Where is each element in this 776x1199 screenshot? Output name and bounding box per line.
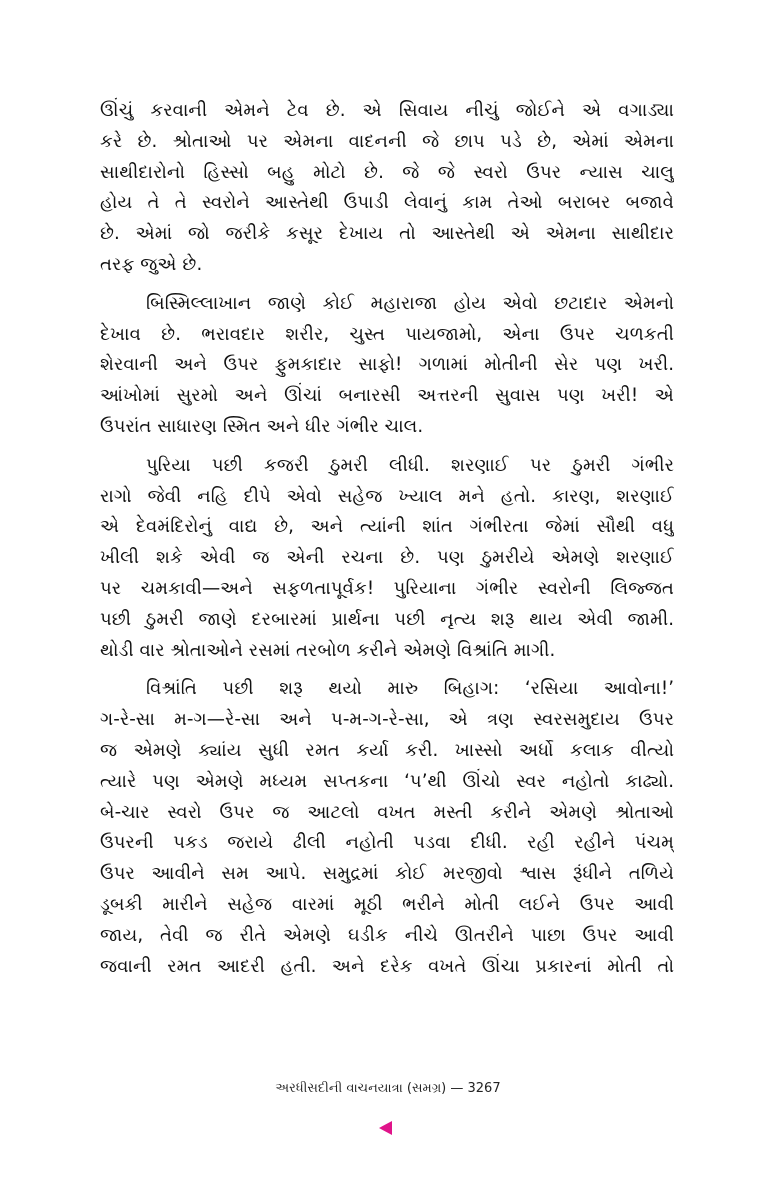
text-line: હોય તે તે સ્વરોને આસ્તેથી ઉપાડી લેવાનું કામ તેઓ બરાબર બજાવે <box>100 192 674 214</box>
text-line: સાથીદારોનો હિસ્સો બહુ મોટો છે. જે જે સ્વરો ઉપર ન્યાસ ચાલુ <box>100 161 674 183</box>
text-line: વિશ્રાંતિ પછી શરૂ થયો મારુ બિહાગ: ‘રસિયા આવોના!’ <box>146 678 674 700</box>
text-line: જાય, તેવી જ રીતે એમણે ઘડીક નીચે ઊતરીને પાછા ઉપર આવી <box>100 924 674 946</box>
text-line: પુરિયા પછી કજરી ઠુમરી લીધી. શરણાઈ પર ઠુમરી ગંભીર <box>146 454 674 476</box>
text-line: ઉપરાંત સાધારણ સ્મિત અને ધીર ગંભીર ચાલ. <box>100 415 424 437</box>
text-line: ઊંચું કરવાની એમને ટેવ છે. એ સિવાય નીચું જોઈને એ વગાડ્યા <box>100 100 674 121</box>
text-line: ઉપરની પકડ જરાયે ઢીલી નહોતી પડવા દીધી. રહી રહીને પંચમ્ <box>100 832 674 854</box>
text-line: ખીલી શકે એવી જ એની રચના છે. પણ ઠુમરીયે એમણે શરણાઈ <box>100 547 674 569</box>
text-line: બિસ્મિલ્લાખાન જાણે કોઈ મહારાજા હોય એવો છટાદાર એમનો <box>146 292 674 314</box>
text-line: ત્યારે પણ એમણે મધ્યમ સપ્તકના ‘પ’થી ઊંચો સ્વર નહોતો કાઢ્યો. <box>100 770 674 792</box>
text-line: દેખાવ છે. ભરાવદાર શરીર, ચુસ્ત પાયજામો, એના ઉપર ચળકતી <box>100 323 674 345</box>
text-line: રાગો જેવી નહિ દીપે એવો સહેજ ખ્યાલ મને હતો. કારણ, શરણાઈ <box>100 485 674 507</box>
paragraph-4 <box>100 674 674 982</box>
text-line: એ દેવમંદિરોનું વાદ્ય છે, અને ત્યાંની શાંત ગંભીરતા જેમાં સૌથી વધુ <box>100 516 674 538</box>
page-footer: અરધીસદીની વાચનયાત્રા (સમગ્ર) — 3267 <box>275 1081 501 1096</box>
text-line: ડૂબકી મારીને સહેજ વારમાં મૂઠી ભરીને મોતી લઈને ઉપર આવી <box>100 893 674 915</box>
text-line: પછી ઠુમરી જાણે દરબારમાં પ્રાર્થના પછી નૃત્ય શરૂ થાય એવી જામી. <box>100 608 674 630</box>
text-line: થોડી વાર શ્રોતાઓને રસમાં તરબોળ કરીને એમણે વિશ્રાંતિ માગી. <box>100 639 556 661</box>
text-line: ગ-રે-સા મ-ગ—રે-સા અને પ-મ-ગ-રે-સા, એ ત્રણ સ્વરસમુદાય ઉપર <box>100 709 674 731</box>
paragraph-2 <box>100 289 674 443</box>
text-line: આંખોમાં સુરમો અને ઊંચાં બનારસી અત્તરની સુવાસ પણ ખરી! એ <box>100 385 674 407</box>
text-line: બે-ચાર સ્વરો ઉપર જ આટલો વખત મસ્તી કરીને એમણે શ્રોતાઓ <box>100 801 674 823</box>
paragraph-3 <box>100 451 674 667</box>
text-line: કરે છે. શ્રોતાઓ પર એમના વાદનની જે છાપ પડે છે, એમાં એમના <box>100 130 674 152</box>
text-line: ઉપર આવીને સમ આપે. સમુદ્રમાં કોઈ મરજીવો શ્વાસ રૂંધીને તળિયે <box>100 863 674 885</box>
text-line: જ એમણે ક્યાંય સુધી રમત કર્યા કરી. ખાસ્સો અર્ધો કલાક વીત્યો <box>100 739 674 761</box>
paragraph-1 <box>100 96 674 281</box>
body-text <box>100 96 674 982</box>
text-line: પર ચમકાવી—અને સફળતાપૂર્વક! પુરિયાના ગંભીર સ્વરોની લિજ્જત <box>100 577 674 599</box>
text-line: છે. એમાં જો જરીકે કસૂર દેખાય તો આસ્તેથી એ એમના સાથીદાર <box>100 223 674 245</box>
text-line: જવાની રમત આદરી હતી. અને દરેક વખતે ઊંચા પ્રકારનાં મોતી તો <box>100 955 674 977</box>
triangle-left-icon[interactable] <box>379 1121 392 1135</box>
text-line: તરફ જુએ છે. <box>100 253 203 275</box>
text-line: શેરવાની અને ઉપર ફુમકાદાર સાફો! ગળામાં મોતીની સેર પણ ખરી. <box>100 354 674 376</box>
